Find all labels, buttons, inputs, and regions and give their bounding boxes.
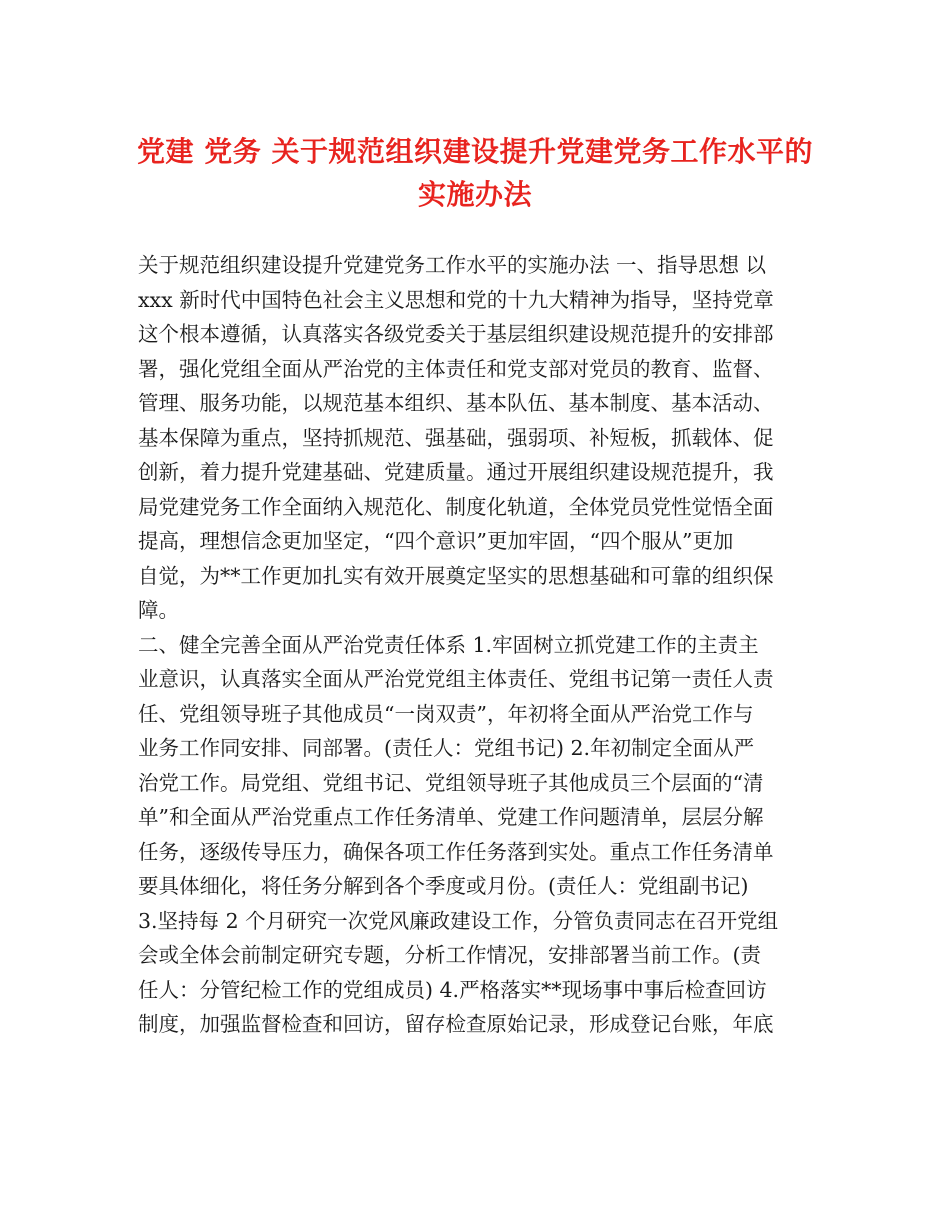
body-line: 治党工作。局党组、党组书记、党组领导班子其他成员三个层面的“清 bbox=[138, 770, 764, 795]
body-line: 这个根本遵循，认真落实各级党委关于基层组织建设规范提升的安排部 bbox=[138, 322, 774, 346]
body-line: 制度，加强监督检查和回访，留存检查原始记录，形成登记台账，年底 bbox=[138, 1012, 774, 1036]
body-line: 任务，逐级传导压力，确保各项工作任务落到实处。重点工作任务清单 bbox=[138, 839, 774, 864]
body-line: 提高，理想信念更加坚定，“四个意识”更加牢固，“四个服从”更加 bbox=[138, 529, 734, 553]
body-line: 业意识，认真落实全面从严治党党组主体责任、党组书记第一责任人责 bbox=[138, 667, 774, 691]
body-line: 创新，着力提升党建基础、党建质量。通过开展组织建设规范提升，我 bbox=[138, 460, 774, 484]
body-line: 业务工作同安排、同部署。(责任人：党组书记) 2.年初制定全面从严 bbox=[138, 736, 755, 760]
body-line: xxx 新时代中国特色社会主义思想和党的十九大精神为指导，坚持党章 bbox=[138, 287, 774, 312]
body-line: 3.坚持每 2 个月研究一次党风廉政建设工作，分管负责同志在召开党组 bbox=[138, 908, 779, 933]
body-line: 署，强化党组全面从严治党的主体责任和党支部对党员的教育、监督、 bbox=[138, 356, 774, 381]
body-line: 任、党组领导班子其他成员“一岗双责”，年初将全面从严治党工作与 bbox=[138, 701, 754, 726]
body-line: 关于规范组织建设提升党建党务工作水平的实施办法 一、指导思想 以 bbox=[138, 253, 767, 277]
body-line: 障。 bbox=[138, 598, 179, 622]
body-line: 管理、服务功能，以规范基本组织、基本队伍、基本制度、基本活动、 bbox=[138, 391, 774, 415]
body-line: 会或全体会前制定研究专题，分析工作情况，安排部署当前工作。(责 bbox=[138, 943, 761, 967]
body-line: 局党建党务工作全面纳入规范化、制度化轨道，全体党员党性觉悟全面 bbox=[138, 494, 774, 519]
document-title-line-1: 党建 党务 关于规范组织建设提升党建党务工作水平的 bbox=[137, 135, 813, 168]
body-line: 任人：分管纪检工作的党组成员) 4.严格落实**现场事中事后检查回访 bbox=[138, 977, 767, 1002]
body-line: 自觉，为**工作更加扎实有效开展奠定坚实的思想基础和可靠的组织保 bbox=[138, 563, 774, 588]
body-line: 基本保障为重点，坚持抓规范、强基础，强弱项、补短板，抓载体、促 bbox=[138, 425, 774, 450]
document-body bbox=[138, 248, 818, 1042]
body-line: 单”和全面从严治党重点工作任务清单、党建工作问题清单，层层分解 bbox=[138, 805, 764, 829]
body-line: 要具体细化，将任务分解到各个季度或月份。(责任人：党组副书记) bbox=[138, 874, 749, 898]
document-title-line-2: 实施办法 bbox=[417, 178, 532, 211]
body-line: 二、健全完善全面从严治党责任体系 1.牢固树立抓党建工作的主责主 bbox=[138, 632, 759, 657]
